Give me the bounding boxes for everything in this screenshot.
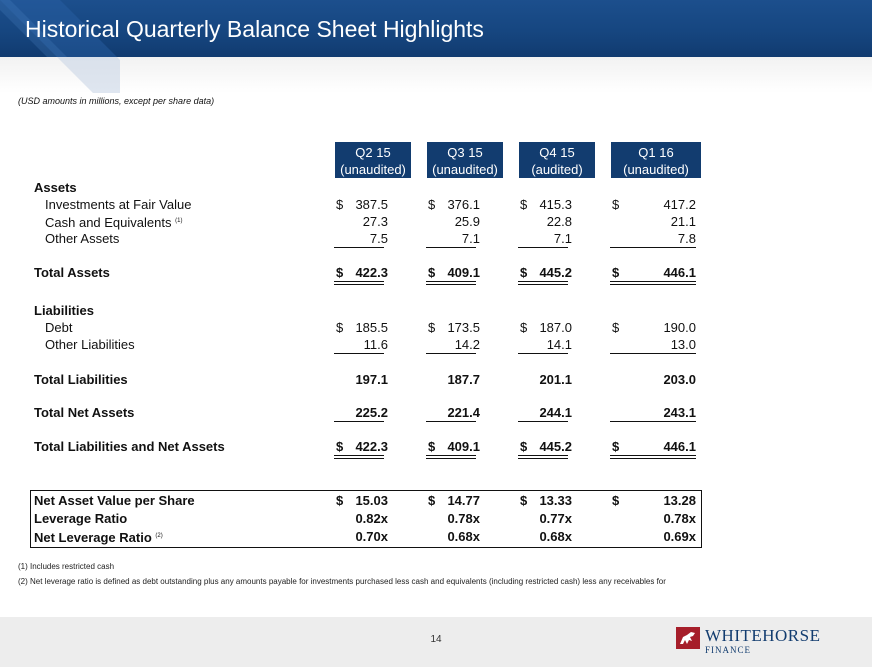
cell-value: 409.1: [447, 265, 480, 280]
cell-value: 0.68x: [539, 529, 572, 544]
cell-value: 244.1: [539, 405, 572, 420]
column-header: [335, 142, 411, 178]
table-row: [30, 336, 710, 353]
cell-value: 446.1: [663, 265, 696, 280]
row-label-text: Total Liabilities and Net Assets: [34, 439, 225, 454]
table-row: [30, 196, 710, 213]
double-underline: [518, 281, 568, 285]
column-period: Q4 15: [539, 145, 575, 160]
underline: [334, 353, 384, 354]
column-header: [427, 142, 503, 178]
cell-value: 445.2: [539, 265, 572, 280]
cell-value: 185.5: [355, 320, 388, 335]
currency-symbol: $: [520, 320, 528, 335]
cell-value: 13.28: [663, 493, 696, 508]
cell-value: 11.6: [363, 337, 388, 352]
row-label-text: Leverage Ratio: [34, 511, 128, 526]
row-label-text: Net Asset Value per Share: [34, 493, 195, 508]
table-row: [30, 371, 710, 388]
column-status: (unaudited): [432, 162, 498, 177]
column-status: (unaudited): [623, 162, 689, 177]
cell-value: 201.1: [539, 372, 572, 387]
row-label: [45, 336, 135, 353]
currency-symbol: $: [612, 493, 620, 508]
per-share-box: [30, 490, 702, 548]
section-heading: Assets: [34, 180, 77, 195]
row-label-text: Cash and Equivalents: [45, 215, 172, 230]
cell-value: 203.0: [663, 372, 696, 387]
row-label: [45, 196, 191, 213]
row-label: [34, 371, 128, 388]
cell-value: 197.1: [355, 372, 388, 387]
horse-icon: [676, 627, 700, 649]
double-underline: [610, 281, 696, 285]
currency-symbol: $: [520, 439, 528, 454]
column-period: Q3 15: [447, 145, 483, 160]
logo-wordmark: WHITEHORSE: [705, 626, 821, 645]
page-title: Historical Quarterly Balance Sheet Highlights: [25, 16, 484, 42]
section-heading: Liabilities: [34, 303, 94, 318]
currency-symbol: $: [612, 439, 620, 454]
row-label-text: Total Net Assets: [34, 405, 135, 420]
table-row: [30, 438, 710, 455]
row-label-text: Investments at Fair Value: [45, 197, 192, 212]
cell-value: 7.1: [553, 231, 572, 246]
underline: [426, 421, 476, 422]
cell-value: 243.1: [663, 405, 696, 420]
double-underline: [426, 281, 476, 285]
cell-value: 0.70x: [355, 529, 388, 544]
column-header: [611, 142, 701, 178]
column-header: [519, 142, 595, 178]
cell-value: 21.1: [670, 214, 696, 229]
column-period: Q1 16: [638, 145, 674, 160]
cell-value: 27.3: [362, 214, 388, 229]
currency-symbol: $: [520, 265, 528, 280]
cell-value: 14.2: [454, 337, 480, 352]
row-label-text: Total Assets: [34, 265, 110, 280]
cell-value: 387.5: [355, 197, 388, 212]
cell-value: 422.3: [355, 265, 388, 280]
currency-symbol: $: [336, 197, 344, 212]
currency-symbol: $: [336, 493, 344, 508]
cell-value: 409.1: [447, 439, 480, 454]
cell-value: 22.8: [546, 214, 572, 229]
row-label: [45, 319, 72, 336]
underline: [518, 247, 568, 248]
underline: [610, 247, 696, 248]
underline: [518, 353, 568, 354]
underline: [518, 421, 568, 422]
currency-symbol: $: [428, 197, 436, 212]
subheader-decoration: [0, 57, 140, 93]
currency-symbol: $: [520, 197, 528, 212]
currency-symbol: $: [336, 265, 344, 280]
subheader-band: [0, 57, 872, 93]
footnote-marker: (1): [175, 218, 183, 224]
row-label-text: Other Liabilities: [45, 337, 135, 352]
units-note: (USD amounts in millions, except per share data): [18, 96, 215, 106]
cell-value: 415.3: [539, 197, 572, 212]
currency-symbol: $: [428, 493, 436, 508]
cell-value: 13.0: [670, 337, 696, 352]
currency-symbol: $: [612, 320, 620, 335]
cell-value: 221.4: [447, 405, 480, 420]
cell-value: 25.9: [454, 214, 480, 229]
row-label: [34, 264, 110, 281]
cell-value: 190.0: [663, 320, 696, 335]
currency-symbol: $: [428, 265, 436, 280]
underline: [334, 421, 384, 422]
underline: [334, 247, 384, 248]
cell-value: 0.78x: [447, 511, 480, 526]
currency-symbol: $: [428, 439, 436, 454]
cell-value: 0.69x: [663, 529, 696, 544]
row-label: [34, 404, 134, 421]
cell-value: 15.03: [355, 493, 388, 508]
cell-value: 14.77: [447, 493, 480, 508]
cell-value: 7.8: [677, 231, 696, 246]
row-label: [45, 213, 182, 231]
table-row: [30, 213, 710, 230]
currency-symbol: $: [336, 320, 344, 335]
table-row: [30, 404, 710, 421]
currency-symbol: $: [428, 320, 436, 335]
cell-value: 14.1: [546, 337, 572, 352]
double-underline: [334, 281, 384, 285]
cell-value: 7.1: [461, 231, 480, 246]
column-status: (unaudited): [340, 162, 406, 177]
title-bar: [0, 0, 872, 57]
table-row: [30, 319, 710, 336]
cell-value: 422.3: [355, 439, 388, 454]
currency-symbol: $: [520, 493, 528, 508]
cell-value: 0.82x: [355, 511, 388, 526]
cell-value: 187.7: [447, 372, 480, 387]
cell-value: 376.1: [447, 197, 480, 212]
logo-subtitle: FINANCE: [705, 645, 752, 655]
column-period: Q2 15: [355, 145, 391, 160]
row-label-text: Debt: [45, 320, 73, 335]
footnote: (1) Includes restricted cash: [18, 562, 115, 571]
underline: [610, 353, 696, 354]
double-underline: [518, 455, 568, 459]
cell-value: 225.2: [355, 405, 388, 420]
double-underline: [610, 455, 696, 459]
cell-value: 0.77x: [539, 511, 572, 526]
row-label-text: Total Liabilities: [34, 372, 128, 387]
cell-value: 446.1: [663, 439, 696, 454]
double-underline: [426, 455, 476, 459]
cell-value: 0.78x: [663, 511, 696, 526]
cell-value: 7.5: [369, 231, 388, 246]
underline: [426, 247, 476, 248]
section-heading-row: [30, 302, 710, 319]
underline: [610, 421, 696, 422]
double-underline: [334, 455, 384, 459]
footnotes: [18, 562, 666, 592]
cell-value: 13.33: [539, 493, 572, 508]
underline: [426, 353, 476, 354]
row-label-text: Net Leverage Ratio: [34, 530, 152, 545]
footnote-marker: (2): [155, 533, 163, 539]
row-label-text: Other Assets: [45, 231, 120, 246]
column-status: (audited): [531, 162, 583, 177]
cell-value: 187.0: [539, 320, 572, 335]
company-logo: [676, 625, 836, 659]
cell-value: 417.2: [663, 197, 696, 212]
cell-value: 0.68x: [447, 529, 480, 544]
cell-value: 445.2: [539, 439, 572, 454]
row-label: [45, 230, 119, 247]
section-heading-row: [30, 179, 710, 196]
currency-symbol: $: [336, 439, 344, 454]
row-label: [34, 438, 225, 455]
page-number: 14: [430, 634, 442, 645]
footnote: (2) Net leverage ratio is defined as debt outstanding plus any amounts payable for investments purchased less cash and equivalents (including restricted cash) less any receivables for: [18, 577, 666, 586]
currency-symbol: $: [612, 265, 620, 280]
table-row: [30, 264, 710, 281]
cell-value: 173.5: [447, 320, 480, 335]
footer-bar: [0, 617, 872, 667]
currency-symbol: $: [612, 197, 620, 212]
table-row: [30, 230, 710, 247]
